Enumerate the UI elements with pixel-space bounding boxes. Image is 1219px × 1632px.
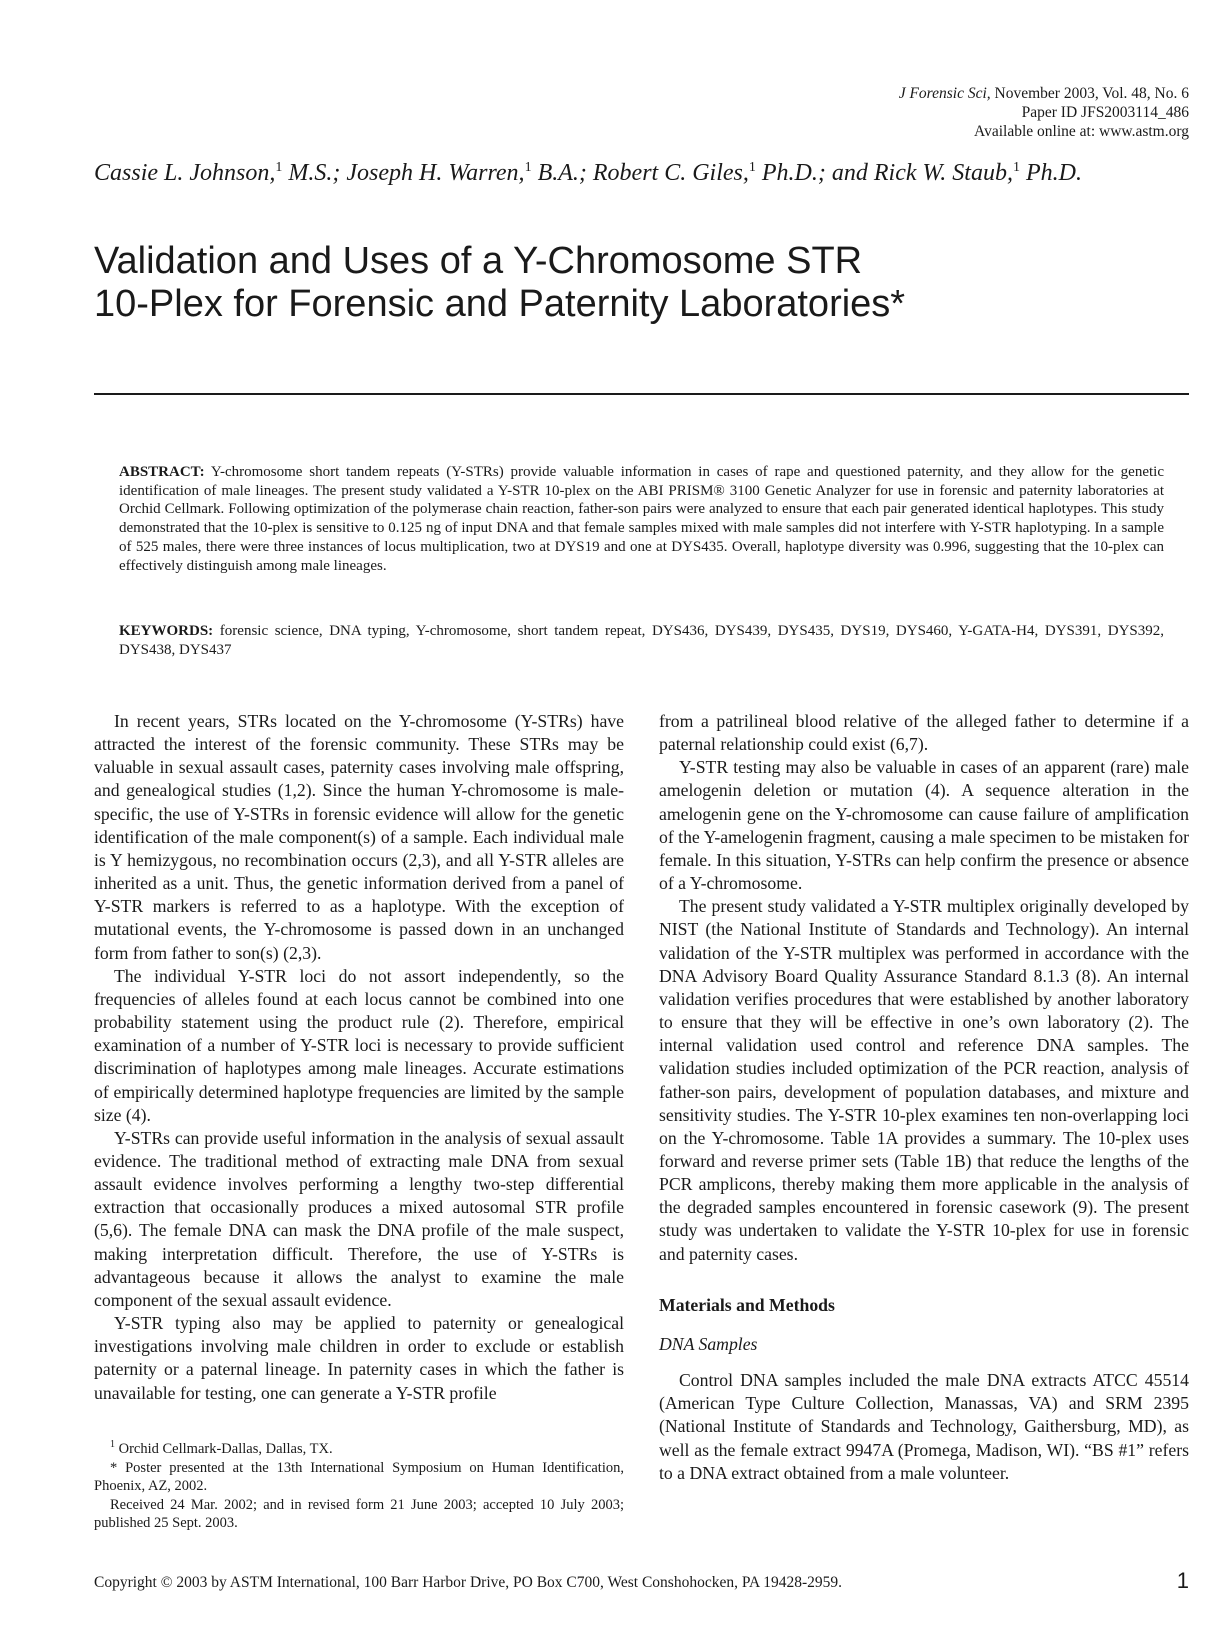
footnote-poster: * Poster presented at the 13th International Symposium on Human Identification, Phoenix, AZ, 2002. <box>94 1459 624 1494</box>
author-name: Joseph H. Warren, <box>340 160 525 186</box>
title-line-1: Validation and Uses of a Y-Chromosome STR <box>94 240 863 282</box>
footnote-affiliation-text: Orchid Cellmark-Dallas, Dallas, TX. <box>115 1441 333 1457</box>
affiliation-mark: 1 <box>1012 160 1020 175</box>
author-degree: M.S.; <box>282 160 341 186</box>
keywords <box>119 622 1164 659</box>
author-degree: Ph.D. <box>1019 160 1082 186</box>
body-paragraph: The present study validated a Y-STR multiplex originally developed by NIST (the National Institute of Standards and Technology). An internal validation of the Y-STR multiplex was performed in accordance with the DNA Advisory Board Quality Assurance Standard 8.1.3 (8). An internal validation verifies procedures that were established by another laboratory to ensure that they will be effective in one’s own laboratory (2). The internal validation used control and reference DNA samples. The validation studies included optimization of the PCR reaction, analysis of father-son pairs, development of population databases, and mixture and sensitivity studies. The Y-STR 10-plex examines ten non-overlapping loci on the Y-chromosome. Table 1A provides a summary. The 10-plex uses forward and reverse primer sets (Table 1B) that reduce the lengths of the PCR amplicons, thereby making them more applicable in the analysis of the degraded samples encountered in forensic casework (9). The present study was undertaken to validate the Y-STR 10-plex for use in forensic and paternity cases. <box>659 896 1189 1264</box>
body-column-left <box>94 710 624 1405</box>
affiliation-mark: 1 <box>275 160 283 175</box>
author-name: Cassie L. Johnson, <box>94 160 276 186</box>
footnote-received: Received 24 Mar. 2002; and in revised form 21 June 2003; accepted 10 July 2003; published 25 Sept. 2003. <box>94 1496 624 1531</box>
keywords-label: KEYWORDS: <box>119 623 214 639</box>
body-column-right <box>659 710 1189 1485</box>
section-heading: Materials and Methods <box>659 1294 835 1315</box>
author-name: Rick W. Staub, <box>867 160 1013 186</box>
body-paragraph: Control DNA samples included the male DNA extracts ATCC 45514 (American Type Culture Collection, Manassas, VA) and SRM 2395 (National Institute of Standards and Technology, Gaithersburg, MD), as well as the female extract 9947A (Promega, Madison, WI). “BS #1” refers to a DNA extract obtained from a male volunteer. <box>659 1370 1189 1483</box>
paper-title <box>94 240 1094 326</box>
body-paragraph: In recent years, STRs located on the Y-chromosome (Y-STRs) have attracted the interest of the forensic community. These STRs may be valuable in sexual assault cases, paternity cases involving male offspring, and genealogical studies (1,2). Since the human Y-chromosome is male-specific, the use of Y-STRs in forensic evidence will allow for the genetic identification of the male component(s) of a sample. Each individual male is Y hemizygous, no recombination occurs (2,3), and all Y-STR alleles are inherited as a unit. Thus, the genetic information derived from a panel of Y-STR markers is referred to as a haplotype. With the exception of mutational events, the Y-chromosome is passed down in an unchanged form from father to son(s) (2,3). <box>94 711 624 963</box>
body-paragraph-continued: from a patrilineal blood relative of the alleged father to determine if a paternal relationship could exist (6,7). <box>659 711 1189 755</box>
title-line-2: 10-Plex for Forensic and Paternity Laboratories* <box>94 283 906 325</box>
copyright-notice: Copyright © 2003 by ASTM International, 100 Barr Harbor Drive, PO Box C700, West Conshohocken, PA 19428-2959. <box>94 1574 843 1591</box>
journal-citation <box>899 84 1189 103</box>
body-paragraph: Y-STR testing may also be valuable in cases of an apparent (rare) male amelogenin deletion or mutation (4). A sequence alteration in the amelogenin gene on the Y-chromosome can cause failure of amplification of the Y-amelogenin fragment, causing a male specimen to be mistaken for female. In this situation, Y-STRs can help confirm the presence or absence of a Y-chromosome. <box>659 757 1189 894</box>
subsection-heading: DNA Samples <box>659 1333 758 1354</box>
availability-note: Available online at: www.astm.org <box>974 123 1189 140</box>
affiliation-mark: 1 <box>524 160 532 175</box>
body-paragraph: Y-STRs can provide useful information in the analysis of sexual assault evidence. The traditional method of extracting male DNA from sexual assault evidence involves performing a lengthy two-step differential extraction that occasionally produces a mixed autosomal STR profile (5,6). The female DNA can mask the DNA profile of the male suspect, making interpretation difficult. Therefore, the use of Y-STRs is advantageous because it allows the analyst to examine the male component of the sexual assault evidence. <box>94 1127 624 1310</box>
author-degree: B.A.; <box>531 160 587 186</box>
body-paragraph: Y-STR typing also may be applied to paternity or genealogical investigations involving male children in order to exclude or establish paternity or a paternal lineage. In paternity cases in which the father is unavailable for testing, one can generate a Y-STR profile <box>94 1313 624 1403</box>
affiliation-mark: 1 <box>748 160 756 175</box>
journal-issue: November 2003, Vol. 48, No. 6 <box>994 85 1189 102</box>
abstract-label: ABSTRACT: <box>119 464 205 480</box>
author-degree: Ph.D.; and <box>755 160 868 186</box>
abstract <box>119 463 1164 575</box>
paper-id: Paper ID JFS2003114_486 <box>1021 104 1189 121</box>
footnote-mark: 1 <box>110 1439 115 1451</box>
body-paragraph: The individual Y-STR loci do not assort independently, so the frequencies of alleles found at each locus cannot be combined into one probability statement using the product rule (2). Therefore, empirical examination of a number of Y-STR loci is necessary to provide sufficient discrimination of haplotypes among male lineages. Accurate estimations of empirically determined haplotype frequencies are limited by the sample size (4). <box>94 965 624 1125</box>
footnotes <box>94 1440 624 1533</box>
author-list <box>94 160 1194 187</box>
keywords-text: forensic science, DNA typing, Y-chromosome, short tandem repeat, DYS436, DYS439, DYS435, DYS19, DYS460, Y-GATA-H4, DYS391, DYS392, DYS438, DYS437 <box>119 623 1164 658</box>
abstract-text: Y-chromosome short tandem repeats (Y-STRs) provide valuable information in cases of rape and questioned paternity, and they allow for the genetic identification of male lineages. The present study validated a Y-STR 10-plex on the ABI PRISM® 3100 Genetic Analyzer for use in forensic and paternity laboratories at Orchid Cellmark. Following optimization of the polymerase chain reaction, father-son pairs were analyzed to ensure that each pair generated identical haplotypes. This study demonstrated that the 10-plex is sensitive to 0.125 ng of input DNA and that female samples mixed with male samples did not interfere with Y-STR haplotyping. In a sample of 525 males, there were three instances of locus multiplication, two at DYS19 and one at DYS435. Overall, haplotype diversity was 0.996, suggesting that the 10-plex can effectively distinguish among male lineages. <box>119 464 1164 574</box>
author-name: Robert C. Giles, <box>586 160 749 186</box>
footnote-affiliation <box>94 1440 624 1459</box>
journal-header <box>899 84 1189 141</box>
page-number: 1 <box>1176 1568 1189 1593</box>
journal-name: J Forensic Sci, <box>898 85 991 102</box>
title-divider <box>94 393 1189 395</box>
